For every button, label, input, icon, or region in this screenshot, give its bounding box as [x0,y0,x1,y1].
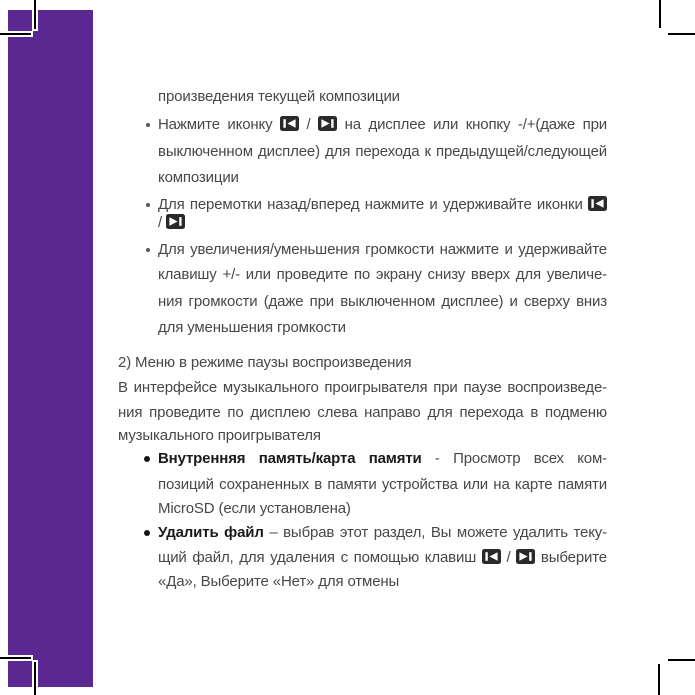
text-line [158,475,607,497]
purple-sidebar [8,10,93,687]
prev-track-icon [482,549,501,564]
text-line [118,426,607,448]
text-line [158,449,607,471]
text-line [158,240,607,262]
bullet-marker [146,248,150,252]
text-run: В интерфейсе музыкального проигрывателя при паузе воспроизведе- [118,379,607,396]
crop-mark-bottom-left-vertical [34,662,36,695]
crop-mark-bottom-left-horizontal [0,657,31,659]
text-run: на дисплее или кнопку -/+(даже при [337,116,607,133]
text-line [158,115,607,137]
crop-mark-top-right-horizontal [668,33,695,35]
crop-mark-bottom-right-vertical [658,664,660,695]
text-run: произведения текущей композиции [158,88,400,105]
text-run: выключенном дисплее) для перехода к предыдущей/следующей [158,143,607,160]
crop-mark-bottom-right-horizontal [668,659,695,661]
text-run: щий файл, для удаления с помощью клавиш [158,549,482,566]
text-line [118,378,607,400]
text-line [158,499,607,521]
text-run: Нажмите иконку [158,116,281,133]
crop-mark-top-right-vertical [659,0,661,28]
text-line [158,292,607,314]
text-line [158,168,607,190]
text-run: / [500,549,517,566]
bullet-marker [146,123,150,127]
text-line [158,142,607,164]
text-line [118,403,607,425]
text-run: музыкального проигрывателя [118,427,321,444]
text-run: выберите [535,549,607,566]
text-run: MicroSD (если установлена) [158,500,351,517]
text-run: ния проведите по дисплею слева направо для перехода в подменю [118,404,607,421]
bullet-marker [144,530,150,536]
text-run: для уменьшения громкости [158,319,346,336]
text-run: / [158,214,167,231]
text-line [158,318,607,340]
text-run: ния громкости (даже при выключенном дисплее) и сверху вниз [158,293,607,310]
text-line [158,213,607,235]
text-line [118,353,607,375]
text-line [158,572,607,594]
text-run: / [299,116,319,133]
text-run: композиции [158,169,239,186]
crop-mark-top-left-horizontal [0,33,31,35]
prev-track-icon [280,116,299,131]
bold-term: Удалить файл [158,524,264,541]
text-run: Для перемотки назад/вперед нажмите и удерживайте иконки [158,196,588,213]
text-run: позиций сохраненных в памяти устройства или на карте памяти [158,476,607,493]
next-track-icon [166,214,185,229]
next-track-icon [516,549,535,564]
bullet-marker [146,203,150,207]
crop-mark-top-left-vertical [34,0,36,29]
text-run: клавишу +/- или проведите по экрану снизу вверх для увеличе- [158,266,607,283]
prev-track-icon [588,196,607,211]
text-line [158,523,607,545]
text-run: – выбрав этот раздел, Вы можете удалить теку- [263,524,607,541]
next-track-icon [318,116,337,131]
bold-term: Внутренняя память/карта памяти [158,450,422,467]
text-run: 2) Меню в режиме паузы воспроизведения [118,354,412,371]
text-line [158,265,607,287]
bullet-marker [144,456,150,462]
text-line [158,548,607,570]
text-run: - Просмотр всех ком- [421,450,607,467]
text-run: Для увеличения/уменьшения громкости нажмите и удерживайте [158,241,607,258]
text-run: «Да», Выберите «Нет» для отмены [158,573,400,590]
text-line [158,87,607,109]
